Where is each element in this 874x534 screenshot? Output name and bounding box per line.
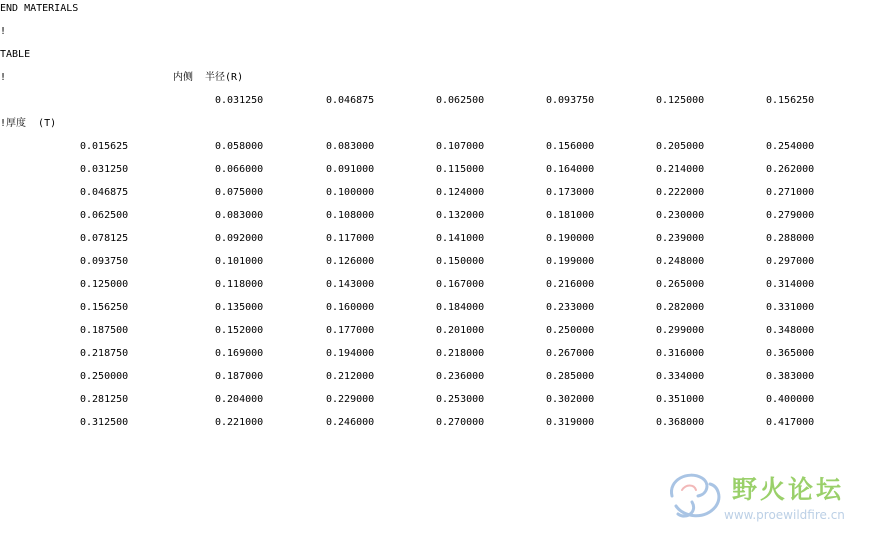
table-cell: 0.152000 [215, 325, 264, 336]
column-header: 0.046875 [326, 95, 375, 106]
table-cell: 0.156000 [546, 141, 595, 152]
row-thickness-value: 0.031250 [80, 164, 129, 175]
table-cell: 0.254000 [766, 141, 815, 152]
table-cell: 0.417000 [766, 417, 815, 428]
table-cell: 0.265000 [656, 279, 705, 290]
table-cell: 0.316000 [656, 348, 705, 359]
table-cell: 0.348000 [766, 325, 815, 336]
row-thickness-value: 0.046875 [80, 187, 129, 198]
table-cell: 0.270000 [436, 417, 485, 428]
row-thickness-value: 0.078125 [80, 233, 129, 244]
comment-line-2: ! [0, 72, 7, 83]
table-cell: 0.297000 [766, 256, 815, 267]
table-cell: 0.262000 [766, 164, 815, 175]
row-thickness-value: 0.125000 [80, 279, 129, 290]
table-cell: 0.253000 [436, 394, 485, 405]
table-cell: 0.221000 [215, 417, 264, 428]
table-cell: 0.400000 [766, 394, 815, 405]
table-cell: 0.334000 [656, 371, 705, 382]
watermark-title: 野火论坛 [732, 475, 845, 504]
column-header: 0.093750 [546, 95, 595, 106]
table-cell: 0.083000 [215, 210, 264, 221]
table-cell: 0.173000 [546, 187, 595, 198]
table-cell: 0.107000 [436, 141, 485, 152]
comment-line-1: ! [0, 26, 7, 37]
table-cell: 0.141000 [436, 233, 485, 244]
row-thickness-value: 0.281250 [80, 394, 129, 405]
table-cell: 0.092000 [215, 233, 264, 244]
table-cell: 0.187000 [215, 371, 264, 382]
table-cell: 0.118000 [215, 279, 264, 290]
table-cell: 0.233000 [546, 302, 595, 313]
table-cell: 0.117000 [326, 233, 375, 244]
table-cell: 0.083000 [326, 141, 375, 152]
row-thickness-value: 0.312500 [80, 417, 129, 428]
table-cell: 0.184000 [436, 302, 485, 313]
table-cell: 0.181000 [546, 210, 595, 221]
table-cell: 0.285000 [546, 371, 595, 382]
swirl-logo-icon [662, 466, 726, 528]
table-cell: 0.302000 [546, 394, 595, 405]
thickness-label: !厚度 (T) [0, 118, 57, 129]
table-cell: 0.368000 [656, 417, 705, 428]
table-cell: 0.194000 [326, 348, 375, 359]
row-thickness-value: 0.015625 [80, 141, 129, 152]
table-cell: 0.222000 [656, 187, 705, 198]
table-cell: 0.212000 [326, 371, 375, 382]
table-cell: 0.115000 [436, 164, 485, 175]
table-cell: 0.126000 [326, 256, 375, 267]
table-cell: 0.205000 [656, 141, 705, 152]
table-cell: 0.124000 [436, 187, 485, 198]
row-thickness-value: 0.156250 [80, 302, 129, 313]
column-header: 0.031250 [215, 95, 264, 106]
table-cell: 0.169000 [215, 348, 264, 359]
table-cell: 0.160000 [326, 302, 375, 313]
table-cell: 0.279000 [766, 210, 815, 221]
table-cell: 0.201000 [436, 325, 485, 336]
table-cell: 0.218000 [436, 348, 485, 359]
table-cell: 0.351000 [656, 394, 705, 405]
radius-header-label: 内侧 半径(R) [173, 72, 244, 83]
table-cell: 0.190000 [546, 233, 595, 244]
column-header: 0.062500 [436, 95, 485, 106]
row-thickness-value: 0.187500 [80, 325, 129, 336]
table-cell: 0.239000 [656, 233, 705, 244]
table-cell: 0.299000 [656, 325, 705, 336]
table-cell: 0.164000 [546, 164, 595, 175]
table-cell: 0.214000 [656, 164, 705, 175]
table-cell: 0.248000 [656, 256, 705, 267]
table-cell: 0.177000 [326, 325, 375, 336]
row-thickness-value: 0.062500 [80, 210, 129, 221]
table-cell: 0.267000 [546, 348, 595, 359]
table-cell: 0.108000 [326, 210, 375, 221]
table-cell: 0.314000 [766, 279, 815, 290]
table-cell: 0.066000 [215, 164, 264, 175]
table-cell: 0.132000 [436, 210, 485, 221]
row-thickness-value: 0.250000 [80, 371, 129, 382]
table-cell: 0.216000 [546, 279, 595, 290]
table-keyword-line: TABLE [0, 49, 31, 60]
table-cell: 0.199000 [546, 256, 595, 267]
table-cell: 0.250000 [546, 325, 595, 336]
table-cell: 0.383000 [766, 371, 815, 382]
table-cell: 0.288000 [766, 233, 815, 244]
table-cell: 0.331000 [766, 302, 815, 313]
watermark-url: www.proewildfire.cn [724, 508, 845, 522]
table-cell: 0.135000 [215, 302, 264, 313]
table-cell: 0.319000 [546, 417, 595, 428]
table-cell: 0.236000 [436, 371, 485, 382]
table-cell: 0.167000 [436, 279, 485, 290]
table-cell: 0.091000 [326, 164, 375, 175]
table-cell: 0.229000 [326, 394, 375, 405]
table-cell: 0.271000 [766, 187, 815, 198]
row-thickness-value: 0.218750 [80, 348, 129, 359]
table-cell: 0.058000 [215, 141, 264, 152]
table-cell: 0.282000 [656, 302, 705, 313]
table-cell: 0.230000 [656, 210, 705, 221]
table-cell: 0.100000 [326, 187, 375, 198]
row-thickness-value: 0.093750 [80, 256, 129, 267]
table-cell: 0.075000 [215, 187, 264, 198]
end-materials-line: END MATERIALS [0, 3, 79, 14]
table-cell: 0.150000 [436, 256, 485, 267]
table-cell: 0.143000 [326, 279, 375, 290]
table-cell: 0.204000 [215, 394, 264, 405]
watermark [662, 466, 872, 528]
table-cell: 0.246000 [326, 417, 375, 428]
column-header: 0.125000 [656, 95, 705, 106]
column-header: 0.156250 [766, 95, 815, 106]
table-cell: 0.365000 [766, 348, 815, 359]
table-cell: 0.101000 [215, 256, 264, 267]
